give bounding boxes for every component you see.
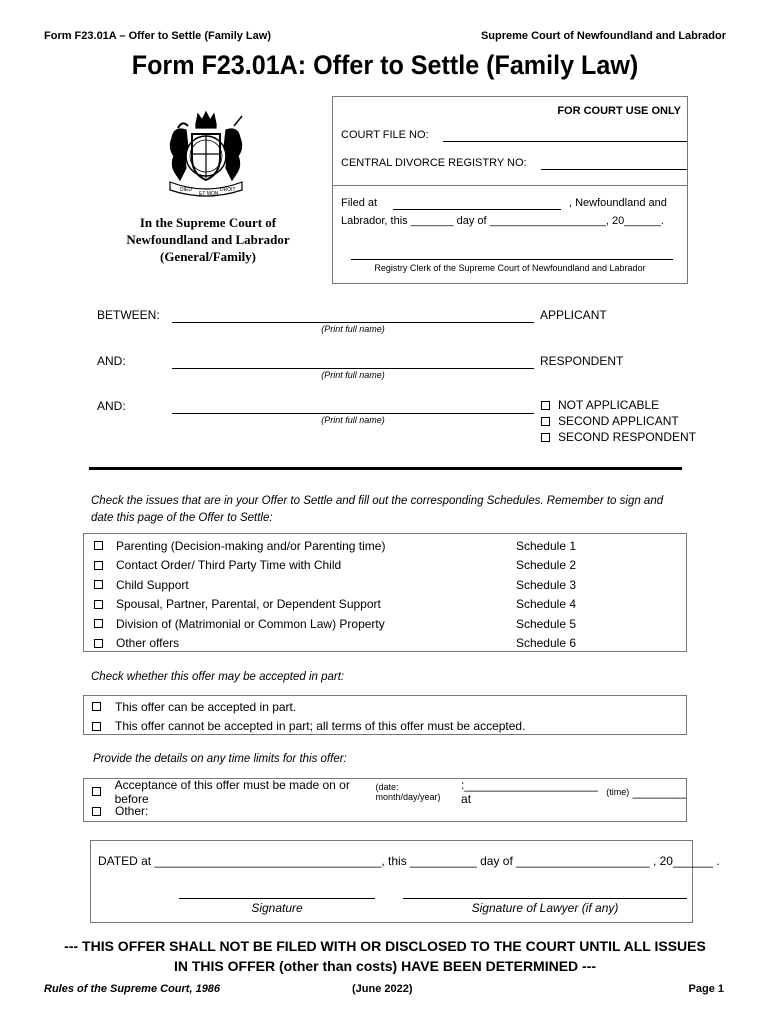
checkbox[interactable]: [92, 787, 101, 796]
partial-row-cannot[interactable]: This offer cannot be accepted in part; all terms of this offer must be accepted.: [84, 717, 686, 737]
applicant-name-hint: (Print full name): [321, 324, 385, 334]
issue-row-child-support[interactable]: Child Support Schedule 3: [84, 575, 686, 595]
footer-rules: Rules of the Supreme Court, 1986: [44, 983, 221, 995]
court-file-field[interactable]: [443, 141, 687, 142]
signature-field[interactable]: [179, 898, 375, 899]
respondent-name-hint: (Print full name): [321, 370, 385, 380]
motto-center: ET MON: [199, 191, 219, 197]
partial-table: [83, 695, 687, 735]
filed-at-field[interactable]: [393, 209, 561, 210]
issues-instruction: Check the issues that are in your Offer to Settle and fill out the corresponding Schedules. Remember to sign and date this page of the Offer to Settle:: [91, 495, 664, 524]
issue-row-parenting[interactable]: Parenting (Decision-making and/or Parenting time) Schedule 1: [84, 536, 686, 556]
court-box-divider: [333, 185, 687, 186]
other-time-limit-row[interactable]: Other:: [84, 802, 686, 822]
checkbox[interactable]: [541, 401, 550, 410]
time-limits-instruction: Provide the details on any time limits for this offer:: [93, 753, 347, 765]
section-rule: [89, 467, 682, 470]
checkbox[interactable]: [94, 580, 103, 589]
court-use-box: [332, 96, 688, 284]
checkbox[interactable]: [92, 722, 101, 731]
checkbox[interactable]: [94, 541, 103, 550]
checkbox[interactable]: [94, 561, 103, 570]
partial-instruction: Check whether this offer may be accepted in part:: [91, 671, 345, 683]
signature-box: [90, 840, 720, 923]
option-second-applicant[interactable]: SECOND APPLICANT: [541, 413, 696, 429]
lawyer-signature-field[interactable]: [403, 898, 687, 899]
third-party-options: [541, 397, 696, 445]
and-label-1: AND:: [97, 354, 126, 368]
acceptance-deadline-row[interactable]: Acceptance of this offer must be made on or before (date: month/day/year) :____________________ at (time) ________: [84, 782, 686, 802]
and-label-2: AND:: [97, 399, 126, 413]
issue-row-contact-order[interactable]: Contact Order/ Third Party Time with Child Schedule 2: [84, 556, 686, 576]
third-party-name-hint: (Print full name): [321, 415, 385, 425]
respondent-name-field[interactable]: [172, 368, 534, 369]
partial-row-can[interactable]: This offer can be accepted in part.: [84, 697, 686, 717]
issue-row-other-offers[interactable]: Other offers Schedule 6: [84, 634, 686, 654]
respondent-label: RESPONDENT: [540, 354, 624, 368]
time-limits-table: [83, 778, 687, 822]
header-court-name: Supreme Court of Newfoundland and Labrador: [480, 30, 726, 42]
checkbox[interactable]: [92, 807, 101, 816]
coat-of-arms-icon: [156, 108, 256, 204]
between-label: BETWEEN:: [97, 308, 160, 322]
filed-at-province: , Newfoundland and: [569, 197, 667, 209]
registry-clerk-line: [351, 259, 673, 260]
checkbox[interactable]: [94, 639, 103, 648]
checkbox[interactable]: [94, 619, 103, 628]
applicant-label: APPLICANT: [540, 308, 607, 322]
court-name-line2: Newfoundland and Labrador: [126, 232, 290, 247]
issues-table: [83, 533, 687, 652]
divorce-registry-label: CENTRAL DIVORCE REGISTRY NO:: [341, 157, 527, 169]
motto-right: DROIT: [220, 187, 236, 193]
dated-line[interactable]: DATED at __________________________________, this __________ day of ____________________ , 20______ .: [98, 854, 720, 868]
signature-label: Signature: [251, 901, 303, 915]
filed-at-label: Filed at: [341, 197, 378, 209]
court-name-line3: (General/Family): [159, 249, 257, 264]
court-file-label: COURT FILE NO:: [341, 129, 429, 141]
issue-row-spousal-support[interactable]: Spousal, Partner, Parental, or Dependent Support Schedule 4: [84, 595, 686, 615]
option-not-applicable[interactable]: NOT APPLICABLE: [541, 397, 696, 413]
header-form-name: Form F23.01A – Offer to Settle (Family Law): [44, 30, 271, 42]
court-name-line1: In the Supreme Court of: [139, 215, 277, 230]
filed-date-line: Labrador, this _______ day of ___________________, 20______.: [341, 215, 664, 227]
registry-clerk-label: Registry Clerk of the Supreme Court of Newfoundland and Labrador: [374, 263, 646, 273]
checkbox[interactable]: [541, 433, 550, 442]
court-use-heading: FOR COURT USE ONLY: [557, 105, 681, 117]
checkbox[interactable]: [94, 600, 103, 609]
footer-page: Page 1: [688, 983, 724, 995]
page-title: Form F23.01A: Offer to Settle (Family Law): [131, 50, 639, 80]
lawyer-signature-label: Signature of Lawyer (if any): [471, 901, 619, 915]
checkbox[interactable]: [541, 417, 550, 426]
third-party-name-field[interactable]: [172, 413, 534, 414]
checkbox[interactable]: [92, 702, 101, 711]
option-second-respondent[interactable]: SECOND RESPONDENT: [541, 429, 696, 445]
motto-left: DIEU: [180, 187, 192, 193]
applicant-name-field[interactable]: [172, 322, 534, 323]
divorce-registry-field[interactable]: [541, 169, 687, 170]
footer-date: (June 2022): [352, 983, 413, 995]
issue-row-property[interactable]: Division of (Matrimonial or Common Law) Property Schedule 5: [84, 614, 686, 634]
court-name: [100, 214, 316, 265]
filing-warning: --- THIS OFFER SHALL NOT BE FILED WITH OR DISCLOSED TO THE COURT UNTIL ALL ISSUES IN THIS OFFER (other than costs) HAVE BEEN DETERMINED ---: [64, 938, 706, 974]
